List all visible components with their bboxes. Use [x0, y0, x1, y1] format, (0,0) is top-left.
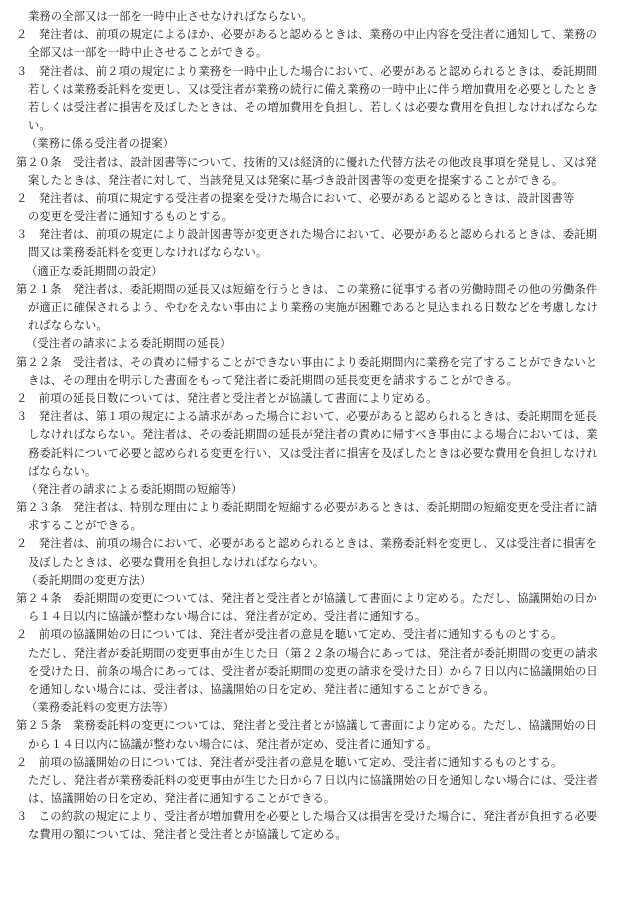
article-heading: （受注者の請求による委託期間の延長） — [26, 337, 232, 351]
text-line: 第２４条 委託期間の変更については、発注者と受注者とが協議して書面により定める。ただし、協議開始の日か — [16, 592, 598, 605]
text-line: 間又は業務委託料を変更しなければならない。 — [28, 246, 268, 260]
text-line: ２ 前項の延長日数については、発注者と受注者とが協議して書面により定める。 — [16, 391, 438, 405]
text-line: ３ 発注者は、前２項の規定により業務を一時中止した場合において、必要があると認められるときは、委託期間 — [16, 64, 598, 78]
text-line: ２ 前項の協議開始の日については、発注者が受注者の意見を聴いて定め、受注者に通知するものとする。 — [16, 755, 563, 769]
text-line: の変更を受注者に通知するものとする。 — [28, 210, 234, 224]
text-line: ２ 前項の協議開始の日については、発注者が受注者の意見を聴いて定め、受注者に通知するものとする。 — [16, 628, 563, 642]
text-line: 第２５条 業務委託料の変更については、発注者と受注者とが協議して書面により定める。ただし、協議開始の日 — [16, 719, 598, 733]
text-line: 若しくは受注者に損害を及ぼしたときは、その増加費用を負担し、若しくは必要な費用を負担しなければならな — [28, 100, 598, 114]
text-line: 第２０条 受注者は、設計図書等について、技術的又は経済的に優れた代替方法その他改良事項を発見し、又は発 — [16, 155, 597, 169]
text-line: ２ 発注者は、前項の規定によるほか、必要があると認めるときは、業務の中止内容を受注者に通知して、業務の — [16, 28, 598, 42]
text-line: ただし、発注者が業務委託料の変更事由が生じた日から７日以内に協議開始の日を通知しない場合には、受注者 — [28, 773, 598, 787]
text-line: が適正に確保されるよう、やむをえない事由により業務の実施が困難であると見込まれる日数などを考慮しなけ — [28, 301, 598, 314]
text-line: ２ 発注者は、前項の場合において、必要があると認められるときは、業務委託料を変更し、又は受注者に損害を — [16, 537, 598, 551]
text-line: を通知しない場合には、受注者は、協議開始の日を定め、発注者に通知することができる。 — [28, 682, 495, 696]
text-line: 業務の全部又は一部を一時中止させなければならない。 — [28, 10, 313, 23]
text-line: きは、その理由を明示した書面をもって発注者に委託期間の延長変更を請求することができる。 — [28, 373, 519, 387]
text-line: ればならない。 — [28, 319, 108, 333]
article-heading: （適正な委託期間の設定） — [26, 264, 163, 278]
text-line: しなければならない。発注者は、その委託期間の延長が発注者の責めに帰すべき事由による場合においては、業 — [28, 428, 598, 442]
text-line: ３ この約款の規定により、受注者が増加費用を必要とした場合又は損害を受けた場合に、発注者が負担する必要 — [16, 810, 598, 824]
text-line: から１４日以内に協議が整わない場合には、発注者が定め、受注者に通知する。 — [28, 737, 438, 751]
text-line: 若しくは業務委託料を変更し、又は受注者が業務の続行に備え業務の一時中止に伴う増加費用を必要としたとき — [28, 82, 598, 96]
text-line: 案したときは、発注者に対して、当該発見又は発案に基づき設計図書等の変更を提案することができる。 — [28, 173, 564, 187]
article-heading: （発注者の請求による委託期間の短縮等） — [26, 482, 243, 496]
text-line: ２ 発注者は、前項に規定する受注者の提案を受けた場合において、必要があると認めるときは、設計図書等 — [16, 191, 575, 205]
text-line: 第２３条 発注者は、特別な理由により委託期間を短縮する必要があるときは、委託期間の短縮変更を受注者に請 — [16, 501, 598, 515]
text-line: ３ 発注者は、第１項の規定による請求があった場合において、必要があると認められるときは、委託期間を延長 — [16, 410, 597, 424]
text-line: な費用の額については、発注者と受注者とが協議して定める。 — [28, 828, 347, 842]
text-line: ３ 発注者は、前項の規定により設計図書等が変更された場合において、必要があると認められるときは、委託期 — [16, 228, 598, 242]
article-heading: （業務に係る受注者の提案） — [26, 137, 175, 151]
text-line: ただし、発注者が委託期間の変更事由が生じた日（第２２条の場合にあっては、発注者が委託期間の変更の請求 — [28, 646, 598, 660]
text-line: 及ぼしたときは、必要な費用を負担しなければならない。 — [28, 555, 325, 569]
article-heading: （業務委託料の変更方法等） — [26, 701, 175, 715]
text-line: ら１４日以内に協議が整わない場合には、発注者が定め、受注者に通知する。 — [28, 610, 427, 624]
text-line: は、協議開始の日を定め、発注者に通知することができる。 — [28, 792, 336, 806]
text-line: 第２１条 発注者は、委託期間の延長又は短縮を行うときは、この業務に従事する者の労働時間その他の労働条件 — [16, 282, 598, 296]
article-heading: （委託期間の変更方法） — [26, 573, 152, 587]
text-line: 務委託料について必要と認められる変更を行い、又は受注者に損害を及ぼしたときは必要な費用を負担しなけれ — [28, 446, 598, 460]
text-line: を受けた日、前条の場合にあっては、受注者が委託期間の変更の請求を受けた日）から７日以内に協議開始の日 — [28, 664, 598, 678]
text-line: ばならない。 — [28, 464, 97, 478]
text-line: 第２２条 受注者は、その責めに帰することができない事由により委託期間内に業務を完了することができないと — [16, 355, 598, 369]
text-line: い。 — [28, 119, 51, 133]
text-line: 求することができる。 — [28, 519, 142, 533]
text-line: 全部又は一部を一時中止させることができる。 — [28, 46, 268, 60]
